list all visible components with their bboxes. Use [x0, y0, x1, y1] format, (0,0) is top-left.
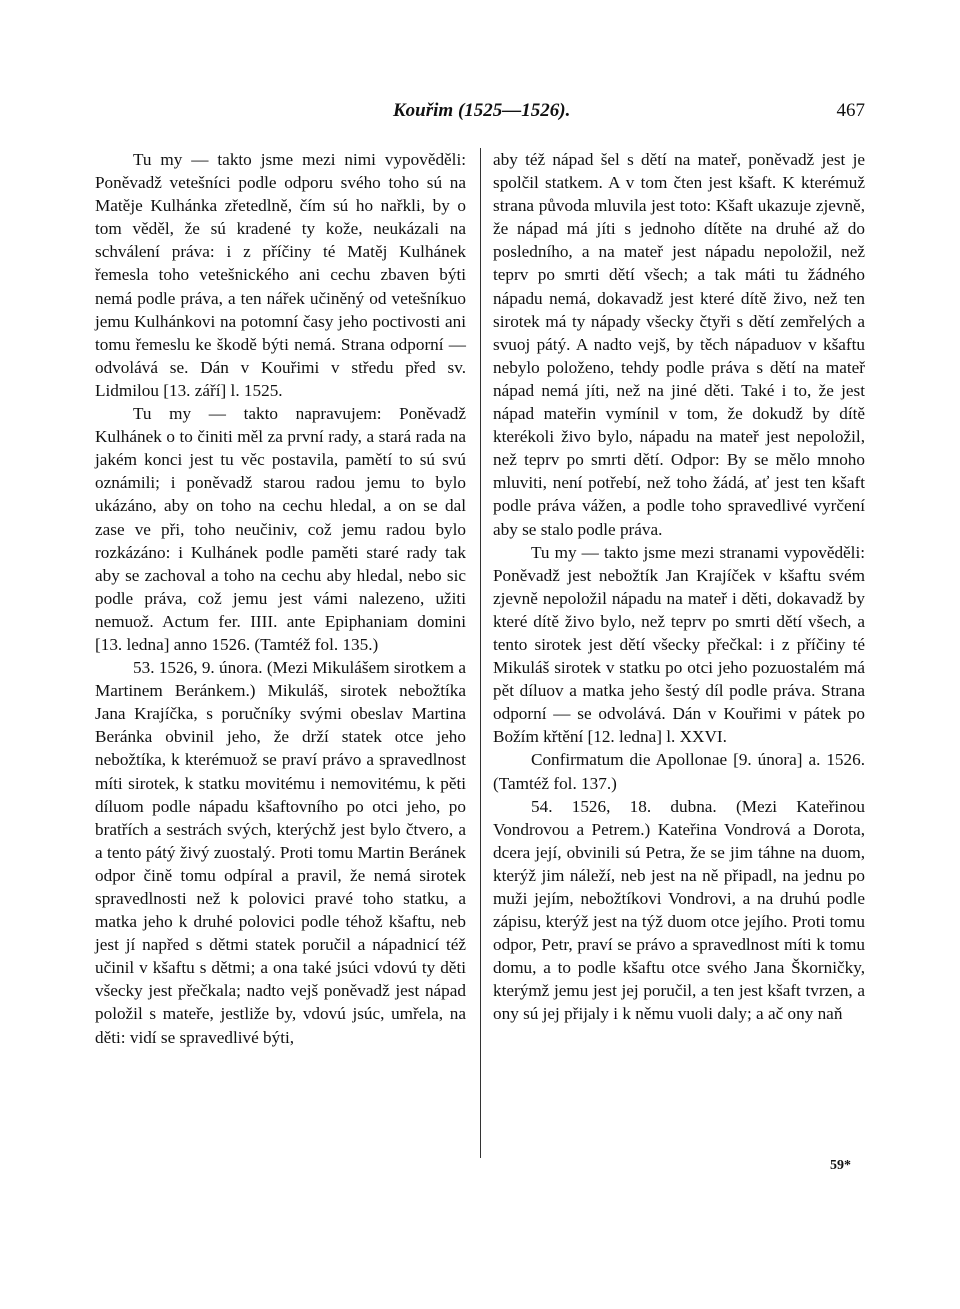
- column-divider: [480, 148, 481, 1158]
- paragraph: Tu my — takto jsme mezi stranami vypověděli: Poněvadž jest nebožtík Jan Krajíček v kšaftu svém zjevně nepoložil nápadu na mateř i děti, dokavadž by které dítě živo bylo, než teprv po smrti dětí všech, a tento sirotek jest dětí všecky přečkal: i z příčiny té Mikuláš sirotek v statku po otci jeho pozuostalém má pět díluov a matka jeho šestý díl podle práva. Strana odporní — se odvolává. Dán v Kouřimi v pátek po Božím křtění [12. ledna] l. XXVI.: [493, 542, 865, 747]
- paragraph: 53. 1526, 9. února. (Mezi Mikulášem sirotkem a Martinem Beránkem.) Mikuláš, sirotek nebožtíka Jana Krajíčka, s poručníky svými obeslav Martina Beránka obvinil jeho, že drží statek otce jeho nebožtíka, k kterémuož se praví právo a spravedlnost míti sirotek, k statku movitému i nemovitému, k pěti díluom podle nápadu kšaftovního po otci jeho, po bratřích a sestrách svých, kterýchž jest bylo čtvero, a a tento pátý živý zuostalý. Proti tomu Martin Beránek odpor čině tomu odpíral a pravil, že nemá sirotek spravedlnosti než k polovici pravé toho statku, a matka jeho k druhé polovici podle téhož kšaftu, neb jest jí napřed s dětmi statek poručil a nápadnicí též učinil v kšaftu s dětmi; a ona také jsúci vdovú ty děti všecky jest přečkala; nadto vejš poněvadž jest nápad položil s mateře, jestliže by, vdovú jsúc, umřela, na děti: vidí se spravedlivé býti,: [95, 658, 466, 1047]
- right-column: [493, 148, 865, 1026]
- paragraph: Confirmatum die Apollonae [9. února] a. 1526. (Tamtéž fol. 137.): [493, 750, 865, 793]
- page-header: [95, 100, 865, 130]
- paragraph: aby též nápad šel s dětí na mateř, poněvadž jest je spolčil statkem. A v tom čten jest kšaft. K kterémuž strana původa mluvila jest toto: Kšaft ukazuje zjevně, že nápad má jíti s jednoho dítěte na druhé až do posledního, a na mateř jest nápadu nepoložil, než teprv po smrti dětí všech; a tak máti tu žádného nápadu nemá, dokavadž jest které dítě živo, než ten sirotek má ty nápady všecky čtyři s dětí zemřelých a svuoj pátý. A nadto vejš, by těch nápaduov v kšaftu nebylo položeno, tehdy podle práva s dětí na mateř nápad nemá jíti, než na jiné děti. Také i to, že jest nápad mateřin vymínil v tom, že dokudž by dítě kterékoli živo bylo, nápadu na mateř jest nepoložil, než teprv po smrti dětí. Odpor: By se mělo mnoho mluviti, není potřebí, než toho žádá, ať jest ten kšaft podle práva vážen, a podle toho spravedlivé vyrčení aby se stalo podle práva.: [493, 150, 865, 539]
- paragraph: Tu my — takto jsme mezi nimi vypověděli: Poněvadž vetešníci podle odporu svého toho sú na Matěje Kulhánka zřetedlně, čím sú ho nařkli, by o tom věděl, že sú kradené ty kože, neukázali na schválení práva: i z příčiny té Matěj Kulhánek řemesla toho vetešnického ani cechu zbaven býti nemá podle práva, a ten nářek učiněný od vetešníkuo jemu Kulhánkovi na potomní časy jeho poctivosti ani tomu řemeslu ke škodě býti nemá. Strana odporní — odvolává se. Dán v Kouřimi v středu před sv. Lidmilou [13. září] l. 1525.: [95, 150, 466, 400]
- running-title: Kouřim (1525—1526).: [393, 100, 571, 121]
- printer-signature: 59*: [830, 1158, 851, 1173]
- left-column: [95, 148, 466, 1049]
- paragraph: Tu my — takto napravujem: Poněvadž Kulhánek o to činiti měl za první rady, a stará rada na jakém konci jest tu věc postavila, pamětí to sú svú oznámili; i poněvadž starou radou jemu to bylo ukázáno, aby on toho na cechu hledal, a on se dal zase ve při, toho neučiniv, což jemu radou bylo rozkázáno: i Kulhánek podle paměti staré rady tak aby se zachoval a toho na cechu aby hledal, nebo sic podle práva, což jemu jest vámi nalezeno, užiti nemuož. Actum fer. IIII. ante Epiphaniam domini [13. ledna] anno 1526. (Tamtéž fol. 135.): [95, 404, 466, 654]
- page-number: 467: [836, 100, 865, 121]
- paragraph: 54. 1526, 18. dubna. (Mezi Kateřinou Vondrovou a Petrem.) Kateřina Vondrová a Dorota, dcera její, obvinili sú Petra, že se jim táhne na duom, kterýž jim náleží, neb jest na ně připadl, na jednu po muži jejím, nebožtíkovi Vondrovi, a na druhú podle zápisu, kterýž jest na týž duom otce jejího. Proti tomu odpor, Petr, praví se právo a spravedlnost míti k tomu domu, a to podle kšaftu otce svého Jana Škorničky, kterýmž jemu jest jej poručil, a ten jest kšaft tvrzen, a ony sú jej přijaly i k němu vuoli daly; a ač ony naň: [493, 796, 865, 1024]
